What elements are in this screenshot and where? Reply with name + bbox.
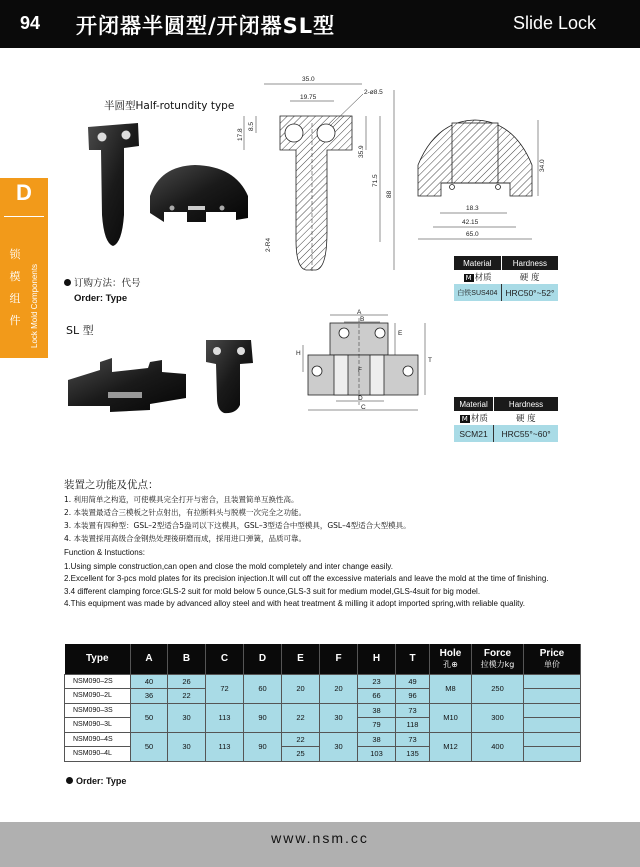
- svg-text:B: B: [360, 316, 365, 323]
- svg-text:17.8: 17.8: [237, 128, 244, 141]
- functions-title-en: Function & Instuctions:: [64, 548, 145, 557]
- table-row: NSM090–2L 36 22 66 96: [65, 689, 581, 704]
- svg-text:71.5: 71.5: [372, 174, 379, 187]
- page-number: 94: [20, 13, 41, 33]
- table-row: NSM090–4L 25 103 135: [65, 747, 581, 762]
- table-row: NSM090–2S 40 26 72 60 20 20 23 49 M8 250: [65, 674, 581, 689]
- footer-url[interactable]: www.nsm.cc: [271, 830, 369, 846]
- sl-type-label: SL 型: [66, 324, 94, 337]
- svg-text:34.0: 34.0: [539, 159, 546, 172]
- functions-list-zh: 1. 利用简单之构造，可使模具完全打开与密合，且装置简单互换性高。 2. 本装置最适合三模板之针点射出，有拉断料头与脱模一次完全之功能。 3. 本装置有四种型：GSL–2型适合5盎司以下这模具，GSL–3型适合中型模具，GSL–4型适合大型模具。 4. 本装置採用高级合金钢热处理後研磨而成，採用进口弹簧，品质可靠。: [64, 495, 411, 543]
- functions-list-en: 1.Using simple construction,can open and close the mold completely and inter change easily. 2.Excellent for 3-pcs mold plates for its precision injection.It will cut off the excessive materials and leave the mold at the time of finishing. 3.4 different clamping force:GLS-2 suit for mold below 5 ounce,GLS-3 suit for medium model,GLS-4suit for big model. 4.This equipment was made by advanced alloy steel and with heat treatment & milling it adopt imported spring,with reliable quality.: [64, 562, 549, 609]
- page-title-zh: 开闭器半圆型/开闭器SL型: [76, 14, 336, 38]
- material-table-sl: Material Hardness M 材质 硬 度 SCM21 HRC55°~60°: [454, 397, 558, 442]
- section-name-zh: 锁 模 组 件: [9, 248, 21, 327]
- svg-text:H: H: [296, 350, 301, 357]
- svg-text:35.9: 35.9: [358, 145, 365, 158]
- sl-assembly-drawing: [303, 315, 425, 410]
- table-row: NSM090–3S 50 30 113 90 22 30 38 73 M10 300: [65, 703, 581, 718]
- functions-title-zh: 装置之功能及优点：: [64, 479, 159, 491]
- material-table-half-round: Material Hardness M 材质 硬 度 白铁SUS404 HRC50°~52°: [454, 256, 558, 301]
- svg-text:F: F: [358, 367, 362, 374]
- t-part-photo: [88, 123, 139, 246]
- page-title-en: Slide Lock: [512, 13, 596, 33]
- svg-text:D: D: [358, 395, 363, 402]
- svg-text:2-ø8.5: 2-ø8.5: [364, 89, 383, 96]
- svg-text:65.0: 65.0: [466, 231, 479, 238]
- svg-text:A: A: [357, 309, 362, 316]
- svg-text:E: E: [398, 330, 403, 337]
- svg-text:T: T: [428, 357, 432, 364]
- svg-text:35.0: 35.0: [302, 76, 315, 83]
- order-note: 订购方法：代号 Order: Type: [64, 276, 141, 306]
- spec-header-row: Type A B C D E F H T Hole 孔⊕ Force 拉模力kg Price 单价: [65, 644, 581, 674]
- svg-text:19.75: 19.75: [300, 94, 317, 101]
- table-row: NSM090–3L 79 118: [65, 718, 581, 733]
- sl-block-photo: [68, 358, 186, 412]
- svg-text:88: 88: [386, 190, 393, 198]
- section-name-en: Lock Mold Components: [30, 263, 39, 348]
- svg-text:18.3: 18.3: [466, 205, 479, 212]
- svg-text:8.5: 8.5: [248, 121, 255, 131]
- half-round-type-label: 半圆型Half-rotundity type: [104, 100, 235, 112]
- order-note-bottom: Order: Type: [66, 776, 126, 786]
- half-round-block-photo: [150, 165, 248, 222]
- bullet-icon: [66, 777, 73, 784]
- specification-table: [64, 644, 581, 762]
- sl-key-photo: [206, 340, 253, 413]
- section-letter: D: [16, 180, 32, 205]
- svg-text:2-R4: 2-R4: [265, 237, 272, 252]
- svg-text:42.15: 42.15: [462, 219, 479, 226]
- svg-text:C: C: [361, 404, 366, 411]
- table-row: NSM090–4S 50 30 113 90 22 30 38 73 M12 400: [65, 732, 581, 747]
